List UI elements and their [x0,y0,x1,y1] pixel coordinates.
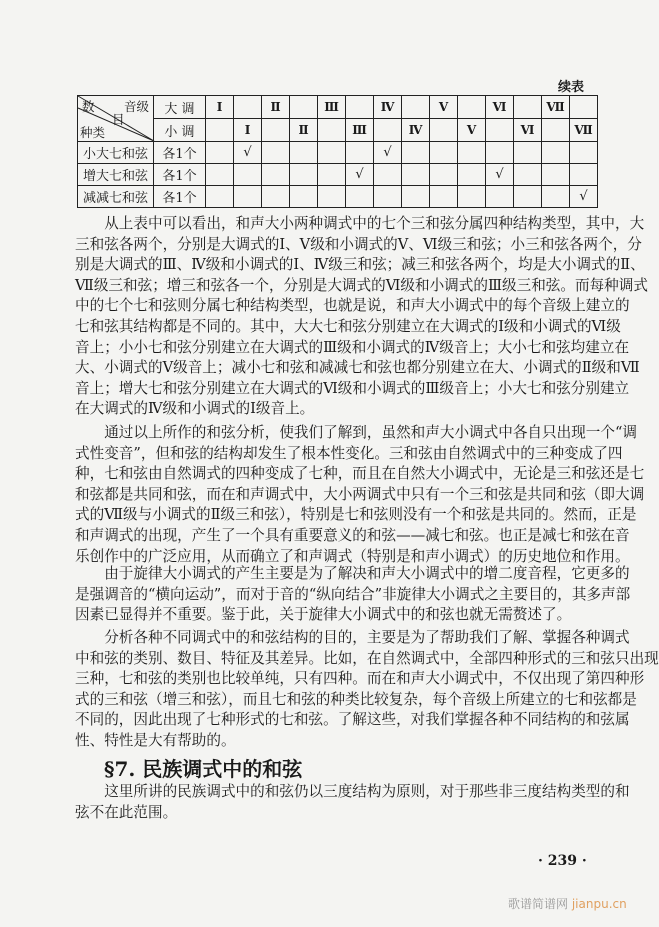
text-line: 分析各种不同调式中的和弦结构的目的，主要是为了帮助我们了解、掌握各种调式 [104,629,630,646]
degree-cell [458,142,486,164]
minor-degree-cell: Ⅶ [570,119,598,142]
major-degree-cell [290,96,318,119]
table-header-row-minor [78,119,598,142]
degree-cell [206,186,234,208]
text-line: 这里所讲的民族调式中的和弦仍以三度结构为原则，对于那些非三度结构类型的和 [104,783,630,800]
degree-cell [570,186,598,208]
minor-degree-cell: Ⅲ [346,119,374,142]
degree-cell [374,164,402,186]
major-degree-cell: Ⅳ [374,96,402,119]
text-line: 和声调式的出现，产生了一个具有重要意义的和弦——减七和弦。也正是减七和弦在音 [75,526,630,544]
watermark [508,895,627,912]
watermark-text: 歌谱简谱网 [508,897,569,911]
degree-cell [430,164,458,186]
table-row [78,164,598,186]
table-header-row-major [78,96,598,119]
degree-cell [346,186,374,208]
minor-degree-cell: Ⅳ [402,119,430,142]
table-row [78,142,598,164]
minor-degree-cell: Ⅵ [514,119,542,142]
degree-cell [346,164,374,186]
text-line: 乐创作中的广泛应用，从而确立了和声调式（特别是和声小调式）的历史地位和作用。 [75,547,630,565]
chord-type-cell: 减减七和弦 [78,186,154,208]
check-mark-icon: √ [579,189,588,204]
text-line: 音上；小小七和弦分别建立在大调式的Ⅲ级和小调式的Ⅳ级音上；大小七和弦均建立在 [75,338,630,356]
text-line: 中和弦的类别、数目、特征及其差异。比如，在自然调式中，全部四种形式的三和弦只出现 [75,649,659,667]
minor-degree-cell [262,119,290,142]
text-line: 弦不在此范围。 [75,803,178,821]
degree-cell [290,186,318,208]
major-degree-cell [570,96,598,119]
text-line: 是强调音的“横向运动”，而对于音的“纵向结合”非旋律大小调式之主要目的，其多声部 [75,585,631,603]
major-degree-cell [234,96,262,119]
paragraph-2 [75,423,645,567]
table-row [78,186,598,208]
degree-cell [458,186,486,208]
text-line: 别是大调式的Ⅲ、Ⅳ级和小调式的Ⅰ、Ⅳ级三和弦；减三和弦各两个，均是大小调式的Ⅱ、 [75,256,645,274]
page-number: · 239 · [538,853,587,869]
text-line: 因素已显得并不重要。鉴于此，关于旋律大小调式中的和弦也就无需赘述了。 [75,606,572,624]
minor-degree-cell [430,119,458,142]
major-degree-cell: Ⅰ [206,96,234,119]
degree-cell [570,164,598,186]
minor-degree-cell: Ⅰ [234,119,262,142]
chord-type-cell: 增大七和弦 [78,164,154,186]
degree-cell [514,142,542,164]
degree-cell [514,164,542,186]
minor-degree-cell: Ⅴ [458,119,486,142]
major-degree-cell: Ⅱ [262,96,290,119]
degree-cell [318,142,346,164]
degree-cell [234,142,262,164]
minor-degree-cell [318,119,346,142]
check-mark-icon: √ [243,145,252,160]
degree-cell [430,186,458,208]
major-degree-cell [514,96,542,119]
text-line: 从上表中可以看出，和声大小两种调式中的七个三和弦分属四种结构类型，其中，大 [104,215,645,232]
paragraph-1 [75,214,648,420]
degree-cell [402,164,430,186]
chord-type-cell: 小大七和弦 [78,142,154,164]
major-degree-cell [402,96,430,119]
text-line: 种，七和弦由自然调式的四种变成了七种，而且在自然大小调式中，无论是三和弦还是七 [75,465,645,483]
degree-cell [570,142,598,164]
degree-cell [542,186,570,208]
degree-cell [458,164,486,186]
text-line: 不同的，因此出现了七种形式的七和弦。了解这些，对我们掌握各种不同结构的和弦属 [75,711,630,729]
header-corner-middle: 目 [112,112,125,127]
major-degree-cell: Ⅴ [430,96,458,119]
degree-cell [430,142,458,164]
degree-cell [262,142,290,164]
check-mark-icon: √ [355,167,364,182]
text-line: 三和弦各两个，分别是大调式的Ⅰ、Ⅴ级和小调式的Ⅴ、Ⅵ级三和弦；小三和弦各两个，分 [75,235,642,253]
text-line: 三种，七和弦的类别也比较单纯，只有四种。而在和声大小调式中，不仅出现了第四种形 [75,670,645,688]
check-mark-icon: √ [495,167,504,182]
paragraph-3 [75,564,631,626]
header-corner-bottom-left: 种类 [80,125,106,140]
text-line: 和弦都是共同和弦，而在和声调式中，大小两调式中只有一个三和弦是共同和弦（即大调 [75,485,645,503]
degree-cell [262,164,290,186]
minor-degree-cell [206,119,234,142]
section-heading: §7. 民族调式中的和弦 [104,757,303,781]
major-label-cell: 大 调 [154,96,206,119]
section-paragraph [75,782,630,823]
text-line: 性、特性是大有帮助的。 [75,731,236,749]
minor-degree-cell [542,119,570,142]
degree-cell [290,142,318,164]
text-line: 在大调式的Ⅳ级和小调式的Ⅰ级音上。 [75,400,315,418]
degree-cell [318,164,346,186]
header-corner-top-left: 数 [82,99,95,114]
text-line: 中的七个七和弦则分属七种结构类型，也就是说，和声大小调式中的每个音级上建立的 [75,297,630,315]
degree-cell [402,142,430,164]
text-line: 大、小调式的Ⅴ级音上；减小七和弦和减减七和弦也都分别建立在大、小调式的Ⅱ级和Ⅶ [75,359,640,377]
degree-cell [486,142,514,164]
degree-cell [542,142,570,164]
degree-cell [290,164,318,186]
degree-cell [346,142,374,164]
degree-cell [206,142,234,164]
degree-cell [234,164,262,186]
major-degree-cell: Ⅲ [318,96,346,119]
minor-degree-cell [486,119,514,142]
chord-count-cell: 各1个 [154,186,206,208]
major-degree-cell: Ⅵ [486,96,514,119]
degree-cell [206,164,234,186]
degree-cell [402,186,430,208]
degree-cell [374,142,402,164]
header-corner-top-right: 音级 [123,99,149,114]
major-degree-cell [346,96,374,119]
text-line: 式性变音”，但和弦的结构却发生了根本性变化。三和弦由自然调式中的三种变成了四 [75,444,623,462]
text-line: 由于旋律大小调式的产生主要是为了解决和声大小调式中的增二度音程，它更多的 [104,565,630,582]
text-line: 式的三和弦（增三和弦），而且七和弦的种类比较复杂，每个音级上所建立的七和弦都是 [75,690,637,708]
header-corner-cell [78,96,154,142]
text-line: 音上；增大七和弦分别建立在大调式的Ⅵ级和小调式的Ⅲ级音上；小大七和弦分别建立 [75,379,630,397]
minor-degree-cell: Ⅱ [290,119,318,142]
minor-degree-cell [374,119,402,142]
paragraph-4 [75,628,659,752]
degree-cell [234,186,262,208]
degree-cell [486,164,514,186]
text-line: 七和弦其结构都是不同的。其中，大大七和弦分别建立在大调式的Ⅰ级和小调式的Ⅵ级 [75,317,621,335]
text-line: Ⅶ级三和弦；增三和弦各一个，分别是大调式的Ⅵ级和小调式的Ⅲ级三和弦。而每种调式 [75,276,648,294]
text-line: 式的Ⅶ级与小调式的Ⅱ级三和弦），特别是七和弦则没有一个和弦是共同的。然而，正是 [75,506,637,524]
continued-table-label: 续表 [558,80,585,95]
degree-cell [374,186,402,208]
text-line: 通过以上所作的和弦分析，使我们了解到，虽然和声大小调式中各自只出现一个“调 [104,424,638,441]
chord-count-cell: 各1个 [154,164,206,186]
minor-label-cell: 小 调 [154,119,206,142]
major-degree-cell: Ⅶ [542,96,570,119]
degree-cell [318,186,346,208]
degree-cell [486,186,514,208]
check-mark-icon: √ [383,145,392,160]
degree-cell [514,186,542,208]
major-degree-cell [458,96,486,119]
seventh-chord-table [77,95,598,208]
degree-cell [262,186,290,208]
degree-cell [542,164,570,186]
chord-count-cell: 各1个 [154,142,206,164]
watermark-url: jianpu.cn [571,897,627,911]
